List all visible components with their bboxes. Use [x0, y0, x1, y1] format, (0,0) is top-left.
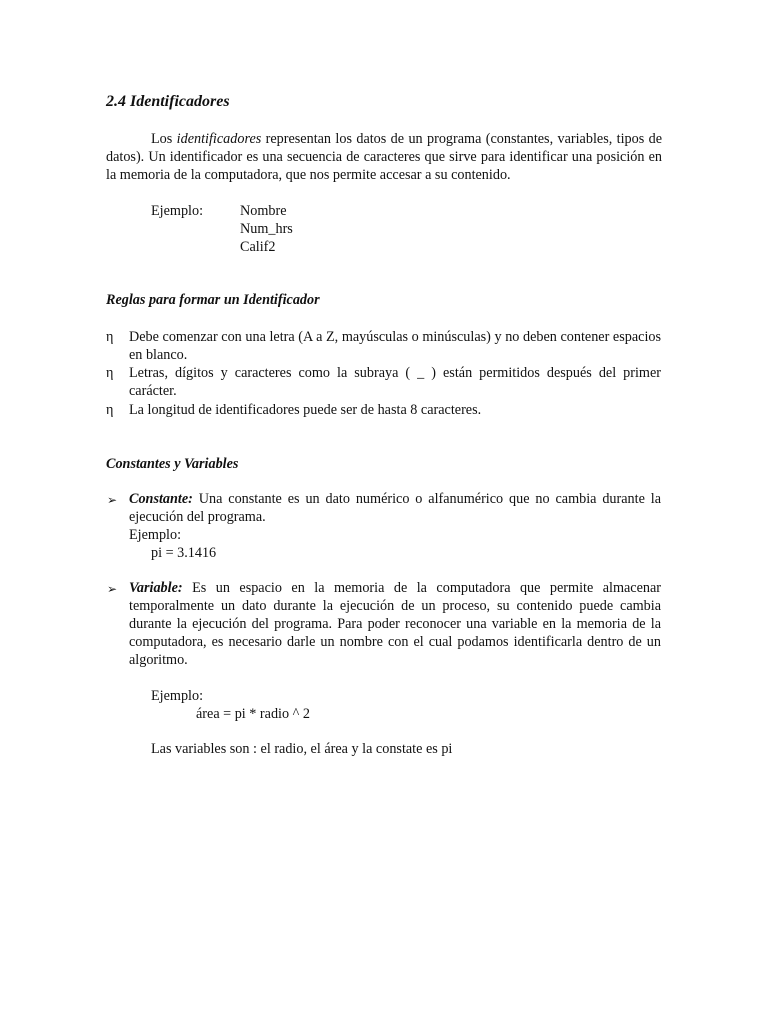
variable-example-value: área = pi * radio ^ 2 — [196, 706, 310, 722]
rule-item: Letras, dígitos y caracteres como la subraya ( _ ) están permitidos después del primer carácter. — [129, 365, 661, 399]
example-item: Calif2 — [240, 239, 276, 255]
variables-conclusion: Las variables son : el radio, el área y la constate es pi — [151, 741, 453, 757]
eta-bullet-icon: η — [106, 402, 114, 418]
intro-paragraph — [106, 130, 662, 184]
constant-term: Constante: — [129, 491, 193, 507]
arrow-bullet-icon: ➢ — [107, 493, 118, 507]
constant-example-value: pi = 3.1416 — [151, 545, 217, 561]
constants-variables-title: Constantes y Variables — [106, 456, 239, 472]
intro-term: identificadores — [176, 131, 262, 147]
constant-example-label: Ejemplo: — [129, 527, 182, 543]
example-label: Ejemplo: — [151, 203, 204, 219]
rule-item: Debe comenzar con una letra (A a Z, mayúsculas o minúsculas) y no deben contener espacios en blanco. — [129, 329, 661, 363]
example-item: Nombre — [240, 203, 287, 219]
eta-bullet-icon: η — [106, 365, 114, 381]
eta-bullet-icon: η — [106, 329, 114, 345]
rules-title: Reglas para formar un Identificador — [106, 292, 320, 308]
constant-text: Una constante es un dato numérico o alfanumérico que no cambia durante la ejecución del programa. — [129, 491, 661, 525]
variable-term: Variable: — [129, 580, 183, 596]
constant-definition — [129, 490, 661, 526]
variable-definition — [129, 579, 661, 669]
example-item: Num_hrs — [240, 221, 293, 237]
intro-rest: representan los datos de un programa (constantes, variables, tipos de datos). Un identificador es una secuencia de caracteres que sirve para identificar una posición en la memoria de la computadora, que nos permite accesar a su contenido. — [106, 131, 663, 183]
rule-item: La longitud de identificadores puede ser de hasta 8 caracteres. — [129, 402, 482, 418]
variable-text: Es un espacio en la memoria de la computadora que permite almacenar temporalmente un dato durante la ejecución de un proceso, su contenido puede cambia durante la ejecución del programa. Para poder reconocer una variable en la memoria de la computadora, es necesario darle un nombre con el cual podamos identificarla dentro de un algoritmo. — [129, 580, 661, 668]
section-title: 2.4 Identificadores — [106, 93, 230, 110]
arrow-bullet-icon: ➢ — [107, 582, 118, 596]
intro-lead: Los — [151, 131, 177, 147]
variable-example-label: Ejemplo: — [151, 688, 204, 704]
